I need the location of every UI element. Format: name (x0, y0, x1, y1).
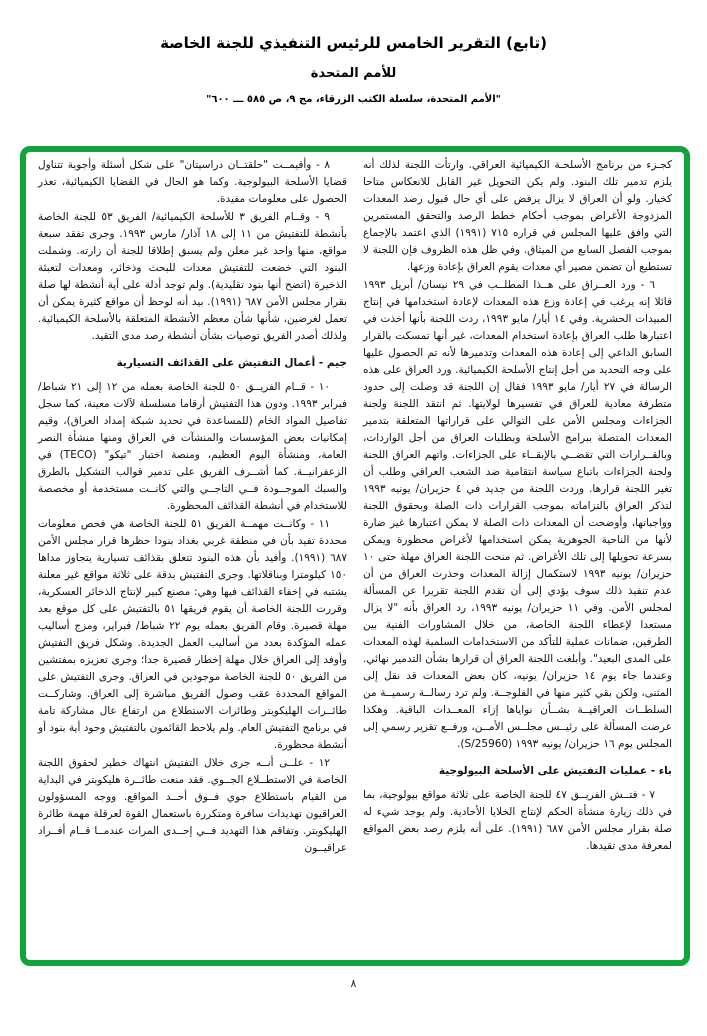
page-number: ٨ (350, 977, 357, 990)
paragraph: ١٢ - علــى أنــه جرى خلال التفتيش انتهاك خطير لحقوق اللجنة الخاصة في الاستطــلاع الجــوي. فقد منعت طائــرة هليكوبتر في البداية من القيام باستطلاع جوي فــوق أحــد المواقع. ووجه المسؤولون العراقيون تهديدات سافرة ومتكررة باستعمال القوة لعرقلة مهمة طائرة الهليكوبتر. وتفاقم هذا التهديد فــي إحــدى المرات عندمــا قــام أفــراد عراقيــون (38, 757, 347, 854)
paragraph: ٧ - فتــش الفريــق ٤٧ للجنة الخاصة على ثلاثة مواقع بيولوجية، بما في ذلك زيارة منشأة الحكم لإنتاج الخلايا الأحادية. ولم يوجد شيء له صلة بقرار مجلس الأمن ٦٨٧ (١٩٩١). على أنه يلزم رصد بعض المواقع لمعرفة مدى تقيدها. (363, 789, 672, 852)
content-frame (20, 146, 690, 966)
section-heading: باء - عمليات التفتيش على الأسلحة البيولوجية (438, 765, 672, 777)
source-citation: "الأمم المتحدة، سلسلة الكتب الزرقاء، مج ٩، ص ٥٨٥ ـــ ٦٠٠" (206, 94, 501, 105)
paragraph: ١٠ - قــام الفريــق ٥٠ للجنة الخاصة بعمله من ١٢ إلى ٢١ شباط/ فبراير ١٩٩٣. ودون هذا التفتيش أرقاما مسلسلة لآلات معينة، كما سجل تفاصيل المواد الخام (للمساعدة في تحديد شبكة إمداد العراق)، وقيم إمكانيات بعض المؤسسات والمنشآت في العراق ومنها منشأة النصر العامة، ومنشأة اليوم العظيم، ومنصة اختبار "تيكو" (TECO) في الزعفرانيــة. كما أشــرف الفريق على تدمير قوالب التشكيل بالطرق والسبك الموجــودة فــي التاجــي والتي كانــت مستخدمة أو مخصصة للاستخدام في أنشطة القذائف المحظورة. (38, 381, 347, 512)
paragraph: ٩ - وقــام الفريق ٣ للأسلحة الكيميائية/ الفريق ٥٣ للجنة الخاصة بأنشطة للتفتيش من ١١ إلى ١٨ آذار/ مارس ١٩٩٣. وجرى تفقد سبعة مواقع، منها واحد غير معلن ولم يسبق إطلاقا للجنة أن زارته. وشملت البنود التي خضعت للتفتيش معدات للبحث وذخائر، ومعدات لتعبئة الذخيرة (اتضح أنها بنود تقليدية). ولم توجد أدلة على أية أنشطة لها صلة بقرار مجلس الأمن ٦٨٧ (١٩٩١). بيد أنه لوحظ أن مواقع كثيرة يمكن أن تعمل لغرضين، شأنها شأن معظم الأنشطة المتعلقة بالأسلحة الكيميائية. ولذلك أصدر الفريق توصيات بشأن أنشطة رصد مدى التقيد. (38, 211, 347, 342)
paragraph: ٨ - وأقيمــت "حلقتــان دراسيتان" على شكل أسئلة وأجوبة تتناول قضايا الأسلحة البيولوجية. وكما هو الحال في القضايا الكيميائية، تعذر الحصول على معلومات مفيدة. (38, 159, 347, 205)
paragraph: ١١ - وكانــت مهمــة الفريق ٥١ للجنة الخاصة هي فحص معلومات محددة تفيد بأن في منطقة غربي بغداد بنودا حظرها قرار مجلس الأمن ٦٨٧ (١٩٩١). وأفيد بأن هذه البنود تتعلق بقذائف تسيارية يتجاوز مداها ١٥٠ كيلومترا وبناقلاتها. وجرى التفتيش بدقة على ثلاثة مواقع غير معلنة يشتبه في إخفاء القذائف فيها وهي: مصنع كبير لإنتاج الذخائر العسكرية، وقررت اللجنة الخاصة أن يقوم فريقها ٥١ بالتفتيش على كل موقع بعد مهلة قصيرة. وقام الفريق بعمله يوم ٢٢ شباط/ فبراير، ومزج أساليب عمله المؤكدة بعدد من أساليب العمل الجديدة. وشكل فريق التفتيش وأوفد إلى العراق خلال مهلة إخطار قصيرة جدا؛ وجرى تعزيزه بمفتشين من الفريق ٥٠ للجنة الخاصة موجودين في العراق. وجرى التفتيش على المواقع المحددة عقب وصول الفريق مباشرة إلى العراق. وشاركــت طائــرات الهليكوبتر وطائرات الاستطلاع من ارتفاع عال مشاركة تامة في برنامج التفتيش العام. ولم يلاحظ القائمون بالتفتيش وجود أية بنود أو أنشطة محظورة. (38, 518, 348, 751)
paragraph: كجـزء من برنامج الأسلحـة الكيميائية العراقي. وارتأت اللجنة لذلك أنه يلزم تدمير تلك البنود. ولم يكن التحويل غير القابل للانعكاس متاحا كخيار. ولو أن العراق لا يزال يرفض على أي حال قبول رصد المعدات المزدوجة الأغراض بموجب أحكام خطط الرصد والتحقق المستمرين التي وافق عليها المجلس في قراره ٧١٥ (١٩٩١) الذي اعتمد بالإجماع بموجب الفصل السابع من الميثاق. وفي ظل هذه الظروف فإن اللجنة لا تستطيع أن تضمن مصير أي معدات يقوم العراق بإعادة وزعها. (363, 159, 673, 273)
paragraph: ٦ - ورد العــراق على هــذا المطلــب في ٢٩ نيسان/ أبريل ١٩٩٣ قائلا إنه يرغب في إعادة وزع هذه المعدات لإعادة استخدامها في إنتاج المبيدات الحشرية. وفي ١٤ أيار/ مايو ١٩٩٣، ردت اللجنة بأنها أخذت في اعتبارها طلب العراق بإعادة استخدام المعدات، غير أنها تمسكت بالقرار السابق الداعي إلى إعادة هذه المعدات وتدميرها لأنه تم الحصول عليها على وجه التحديد من أجل إنتاج الأسلحة الكيميائية. ورد العراق على هذه الرسالة في ٢٧ أيار/ مايو ١٩٩٣ فقال إن اللجنة قد وصلت إلى حدود متطرفة معادية للعراق في تفسيرها لولايتها. ثم انتقد اللجنة ولجنة الجزاءات ومجلس الأمن على التوالي على قراراتها المتعلقة بتدمير المعدات المتصلة ببرامج الأسلحة وبطلبات العراق من أجل الواردات، وبالقــرارات التي تقضــي بالإبقــاء على الجزاءات. واتهم العراق اللجنة ولجنة الجزاءات باتباع سياسة انتقامية ضد الشعب العراقي وطلب أن تغير اللجنة قرارها. وردت اللجنة من جديد في ٤ حزيران/ يونيه ١٩٩٣ لتذكر العراق بالتزاماته بموجب القرارات ذات الصلة وبحقوق اللجنة وواجباتها، وأوضحت أن المعدات ذات الصلة لا يمكن اعتبارها غير ضارة لأنها من الناحية الجوهرية يمكن استخدامها لأغراض محظورة ويمكن بسرعة تحويلها إلى تلك الأغراض. ثم منحت اللجنة العراق مهلة حتى ١٠ حزيران/ يونيه ١٩٩٣ لاستكمال إزالة المعدات وحذرت العراق من أن عدم تنفيذ ذلك سوف يؤدي إلى أن تقدم اللجنة تقريرا عن المسألة لمجلس الأمن. وفي ١١ حزيران/ يونيه ١٩٩٣، رد العراق بأنه "لا يزال مستعدا لإعطاء اللجنة الخاصة، من خلال المشاورات الفنية بين الطرفين، ضمانات عملية للتأكد من الاستخدامات السلمية لهذه المعدات على المدى البعيد". وأبلغت اللجنة العراق أن قرارها بشأن التدمير نهائي. وعندما جاء يوم ١٤ حزيران/ يونيه، كان بعض المعدات قد نقل إلى المثنى، ولكن بقي كثير منها في الفلوجــة. ولم ترد رسالــة رسميــة من السلطــات العراقيــة بشــأن نواياها إزاء المعــدات الباقية. وهكذا عرضت المسألة على رئيــس مجلــس الأمــن، ورفــع تقرير رسمي إلى المجلس يوم ١٦ حزيران/ يونيه ١٩٩٣ (S/25960). (363, 279, 673, 750)
document-header (0, 0, 707, 105)
section-heading: جيم - أعمال التفتيش على القذائف التسيارية (116, 357, 347, 369)
column-right (363, 157, 672, 952)
document-subtitle: للأمم المتحدة (310, 66, 397, 81)
column-left (38, 157, 347, 952)
document-title: (تابع) التقرير الخامس للرئيس التنفيذي للجنة الخاصة (160, 34, 547, 52)
